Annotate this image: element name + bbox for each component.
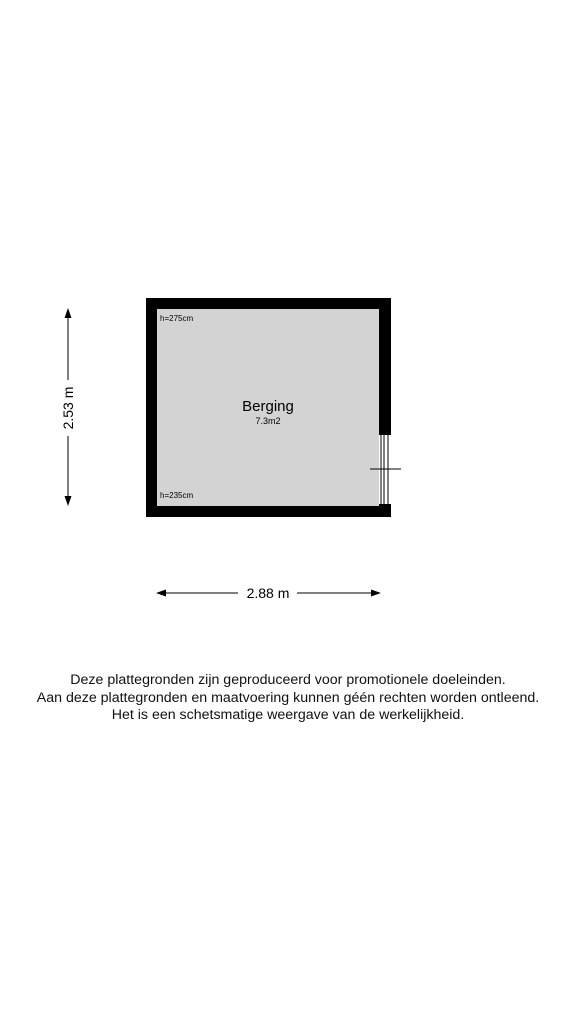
room-area: 7.3m2 [255,416,281,426]
wall-top [146,298,391,309]
dimension-horizontal [156,585,381,601]
disclaimer-line-3: Het is een schetsmatige weergave van de werkelijkheid. [111,707,465,723]
dimension-vertical [60,308,76,506]
disclaimer-line-1: Deze plattegronden zijn geproduceerd voor promotionele doeleinden. [70,672,506,688]
disclaimer [0,672,576,725]
wall-left [146,298,157,517]
wall-right-upper [379,298,391,435]
dimension-vertical-label: 2.53 m [60,386,76,430]
arrowhead-right-icon [371,590,381,597]
arrowhead-up-icon [65,308,72,318]
room-name: Berging [242,398,294,415]
arrowhead-down-icon [65,496,72,506]
ceiling-height-bottom: h=235cm [160,491,194,500]
ceiling-height-top: h=275cm [160,314,194,323]
dimension-horizontal-label: 2.88 m [246,585,290,601]
disclaimer-line-2: Aan deze plattegronden en maatvoering kunnen géén rechten worden ontleend. [36,689,540,706]
arrowhead-left-icon [156,590,166,597]
wall-bottom [146,506,391,517]
